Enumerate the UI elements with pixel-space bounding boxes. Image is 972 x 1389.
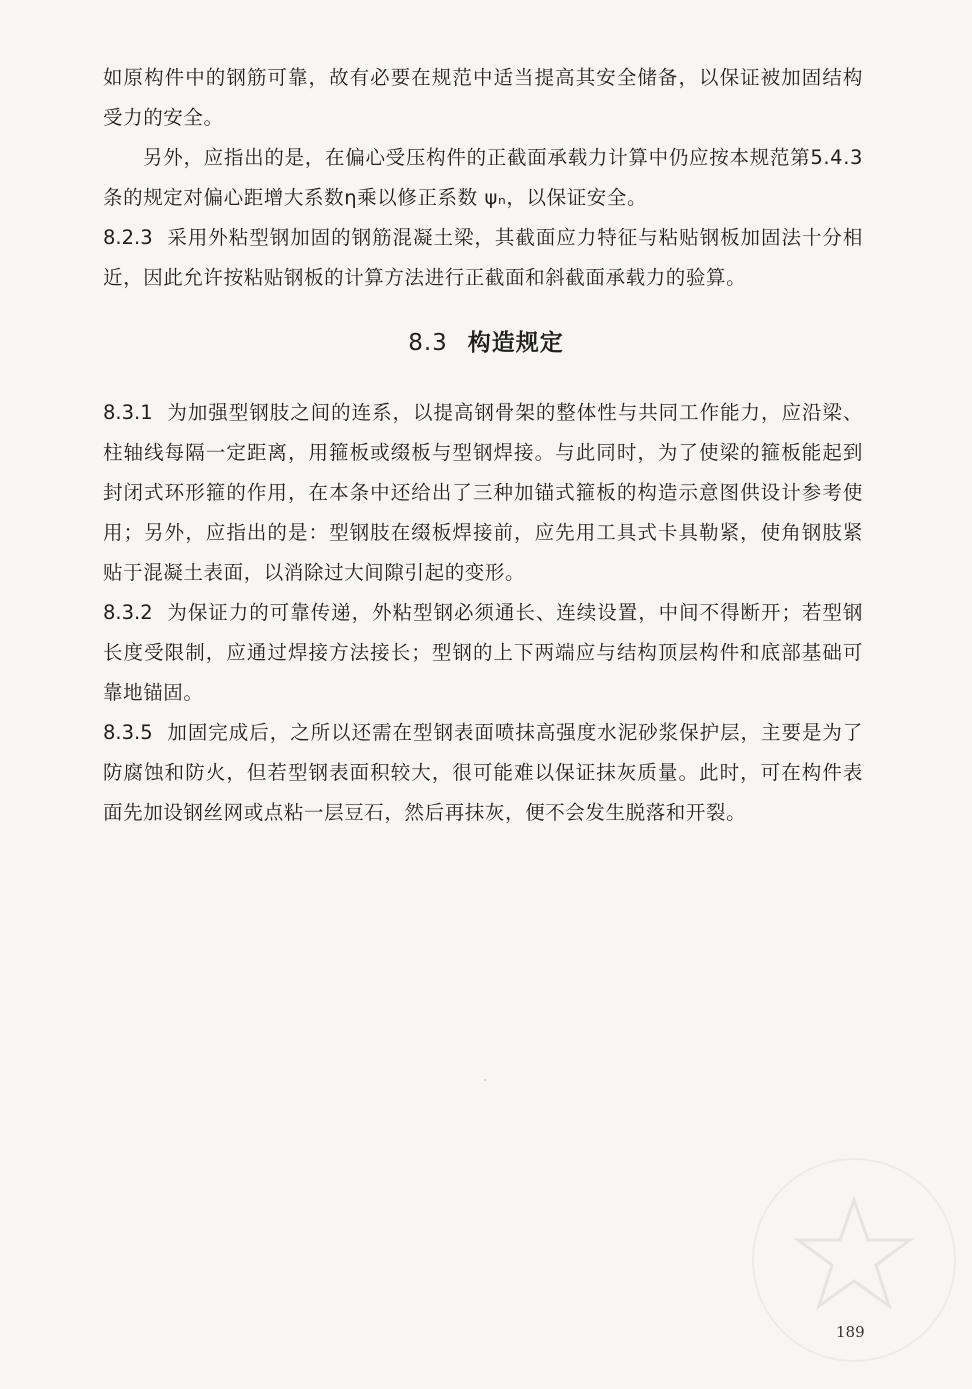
- star-icon: [794, 1196, 914, 1316]
- clause-number: 8.3.1: [103, 401, 153, 424]
- clause-text: 采用外粘型钢加固的钢筋混凝土梁，其截面应力特征与粘贴钢板加固法十分相近，因此允许按粘贴钢板的计算方法进行正截面和斜截面承载力的验算。: [103, 226, 863, 289]
- clause-text: 为加强型钢肢之间的连系，以提高钢骨架的整体性与共同工作能力，应沿梁、柱轴线每隔一定距离，用箍板或缀板与型钢焊接。与此同时，为了使梁的箍板能起到封闭式环形箍的作用，在本条中还给出了三种加锚式箍板的构造示意图供设计参考使用；另外，应指出的是：型钢肢在缀板焊接前，应先用工具式卡具勒紧，使角钢肢紧贴于混凝土表面，以消除过大间隙引起的变形。: [103, 401, 863, 584]
- clause-number: 8.3.5: [103, 721, 153, 744]
- section-title: 构造规定: [467, 330, 564, 356]
- page-number: 189: [836, 1323, 865, 1341]
- clause-number: 8.3.2: [103, 601, 153, 624]
- clause-8-3-2: [103, 593, 863, 713]
- clause-number: 8.2.3: [103, 226, 153, 249]
- clauses-block: [103, 393, 863, 833]
- clause-8-2-3: [103, 218, 863, 298]
- paragraph-note: 另外，应指出的是，在偏心受压构件的正截面承载力计算中仍应按本规范第5.4.3条的规定对偏心距增大系数η乘以修正系数 ψₙ，以保证安全。: [103, 146, 863, 209]
- scan-speck: [484, 1079, 486, 1081]
- clause-text: 加固完成后，之所以还需在型钢表面喷抹高强度水泥砂浆保护层，主要是为了防腐蚀和防火，但若型钢表面积较大，很可能难以保证抹灰质量。此时，可在构件表面先加设钢丝网或点粘一层豆石，然后再抹灰，便不会发生脱落和开裂。: [103, 721, 863, 824]
- paragraph-continued: 如原构件中的钢筋可靠，故有必要在规范中适当提高其安全储备，以保证被加固结构受力的安全。: [103, 66, 863, 129]
- clause-8-3-1: [103, 393, 863, 593]
- clause-text: 为保证力的可靠传递，外粘型钢必须通长、连续设置，中间不得断开；若型钢长度受限制，应通过焊接方法接长；型钢的上下两端应与结构顶层构件和底部基础可靠地锚固。: [103, 601, 863, 704]
- top-text-block: [103, 58, 863, 298]
- section-number: 8.3: [408, 330, 448, 356]
- clause-8-3-5: [103, 713, 863, 833]
- section-heading: [0, 324, 972, 357]
